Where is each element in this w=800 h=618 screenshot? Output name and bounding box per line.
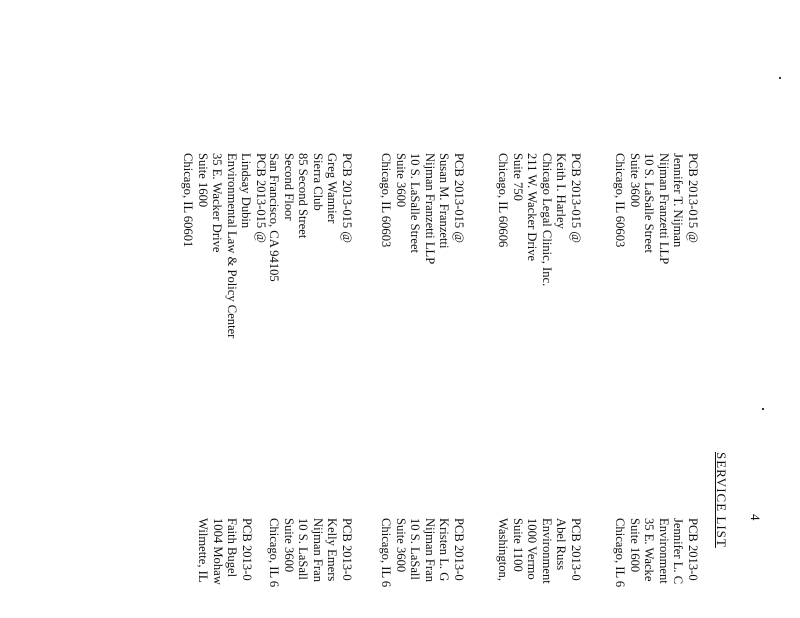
entry-line: Kelly Emers — [325, 518, 340, 582]
page-number: 4 — [748, 514, 763, 521]
entry-line: 211 W. Wacker Drive — [525, 153, 540, 262]
entry-line: Nijman Franzetti LLP — [656, 153, 671, 265]
entry-line: Environment — [656, 518, 671, 584]
service-entry — [266, 153, 354, 282]
entry-line: PCB 2013-015 @ — [686, 153, 700, 243]
scan-speck — [779, 77, 781, 79]
entry-line: PCB 2013-0 — [240, 518, 254, 581]
entry-line: Susan M. Franzetti — [437, 153, 452, 249]
entry-line: PCB 2013-0 — [452, 518, 466, 581]
entry-line: Suite 1100 — [510, 518, 525, 572]
service-entry — [266, 518, 354, 587]
entry-line: Lindsay Dubin — [239, 153, 254, 229]
entry-line: Suite 3600 — [393, 518, 408, 573]
entry-line: Suite 750 — [510, 153, 525, 201]
entry-line: Jennifer L. C — [671, 518, 686, 585]
entry-line: Washington, — [496, 518, 511, 581]
service-entry — [180, 153, 268, 338]
entry-line: Chicago, IL 60606 — [496, 153, 511, 248]
entry-line: Suite 1600 — [627, 518, 642, 573]
service-entry — [378, 518, 466, 587]
entry-line: Suite 3600 — [393, 153, 408, 208]
entry-line: PCB 2013-015 @ — [340, 153, 354, 243]
entry-line: 10 S. LaSall — [408, 518, 423, 580]
entry-line: 35 E. Wacke — [642, 518, 657, 582]
entry-line: San Francisco, CA 94105 — [267, 153, 282, 282]
service-entry — [378, 153, 466, 264]
entry-line: PCB 2013-015 @ — [254, 153, 268, 243]
entry-line: PCB 2013-0 — [340, 518, 354, 581]
scan-speck — [762, 408, 764, 410]
entry-line: 1000 Vermo — [525, 518, 540, 580]
entry-line: Wilmette, IL — [196, 518, 211, 583]
entry-line: Chicago, IL 60603 — [379, 153, 394, 248]
service-entry — [612, 518, 700, 587]
service-entry — [196, 518, 254, 585]
entry-line: Nijman Franzetti LLP — [422, 153, 437, 265]
entry-line: PCB 2013-015 @ — [452, 153, 466, 243]
entry-line: Abel Russ — [554, 518, 569, 571]
entry-line: Faith Bugel — [225, 518, 240, 578]
entry-line: Suite 1600 — [195, 153, 210, 208]
entry-line: Jennifer T. Nijman — [671, 153, 686, 248]
entry-line: Greg Wannier — [325, 153, 340, 224]
entry-line: PCB 2013-0 — [686, 518, 700, 581]
entry-line: PCB 2013-0 — [569, 518, 583, 581]
entry-line: PCB 2013-015 @ — [569, 153, 583, 243]
entry-line: 10 S. LaSall — [296, 518, 311, 580]
entry-line: Chicago, IL 60601 — [181, 153, 196, 248]
entry-line: Chicago, IL 6 — [267, 518, 282, 588]
entry-line: Sierra Club — [310, 153, 325, 211]
entry-line: Kristen L. G — [437, 518, 452, 582]
service-entry — [612, 153, 700, 264]
entry-line: 10 S. LaSalle Street — [642, 153, 657, 254]
entry-line: Nijman Fran — [310, 518, 325, 583]
entry-line: Suite 3600 — [281, 518, 296, 573]
entry-line: 85 Second Street — [296, 153, 311, 239]
entry-line: Environment — [539, 518, 554, 584]
entry-line: 10 S. LaSalle Street — [408, 153, 423, 254]
entry-line: Chicago, IL 60603 — [613, 153, 628, 248]
entry-line: Chicago, IL 6 — [613, 518, 628, 588]
entry-line: 1004 Mohaw — [210, 518, 225, 585]
service-entry — [495, 518, 583, 584]
entry-line: Chicago Legal Clinic, Inc. — [539, 153, 554, 287]
entry-line: 35 E. Wacker Drive — [210, 153, 225, 253]
entry-line: Second Floor — [281, 153, 296, 221]
entry-line: Keith I. Harley — [554, 153, 569, 229]
entry-line: Suite 3600 — [627, 153, 642, 208]
service-list-heading: SERVICE LIST — [714, 452, 729, 548]
service-entry — [495, 153, 583, 286]
entry-line: Environmental Law & Policy Center — [224, 153, 239, 339]
entry-line: Chicago, IL 6 — [379, 518, 394, 588]
entry-line: Nijman Fran — [422, 518, 437, 583]
